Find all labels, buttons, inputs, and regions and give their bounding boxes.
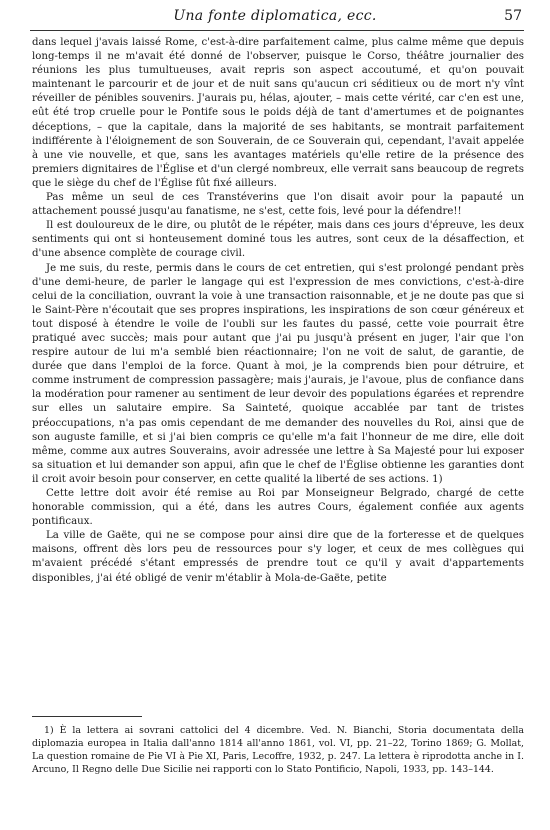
footnote-rule (32, 716, 142, 717)
running-title: Una fonte diplomatica, ecc. (173, 8, 377, 24)
page-header (0, 8, 550, 30)
paragraph-1: dans lequel j'avais laissé Rome, c'est-à-dire parfaitement calme, plus calme même que depuis long-temps il ne m'avait été donné de l'observer, puisque le Corso, théâtre journalier des réunions les plus tumultueuses, avait repris son aspect accoutumé, et qu'on pouvait maintenant le parcourir et de jour et de nuit sans qu'aucun cri séditieux ou de mort n'y vînt réveiller de pénibles souvenirs. J'aurais pu, hélas, ajouter, – mais cette vérité, car c'en est une, eût été trop cruelle pour le Pontife sous le poids déjà de tant d'amertumes et de poignantes déceptions, – que la capitale, dans la majorité de ses habitants, se montrait parfaitement indifférente à l'éloignement de son Souverain, de ce Souverain qui, cependant, l'avait appelée à une vie nouvelle, et que, sans les avantages matériels qu'elle retire de la présence des premiers dignitaires de l'Église et d'un clergé nombreux, elle verrait sans beaucoup de regrets que le siège du chef de l'Église fût fixé ailleurs. (32, 37, 524, 189)
page-number: 57 (504, 8, 522, 24)
footnote (32, 724, 524, 776)
paragraph-3: Il est douloureux de le dire, ou plutôt de le répéter, mais dans ces jours d'épreuve, les deux sentiments qui ont si honteusement dominé tous les autres, sont ceux de la désaffection, et d'une absence complète de courage civil. (32, 220, 524, 260)
paragraph-2: Pas même un seul de ces Transtéverins que l'on disait avoir pour la papauté un attachement poussé jusqu'au fanatisme, ne s'est, cette fois, levé pour la défendre!! (32, 192, 524, 218)
paragraph-4: Je me suis, du reste, permis dans le cours de cet entretien, qui s'est prolongé pendant près d'une demi-heure, de parler le langage qui est l'expression de mes convictions, c'est-à-dire celui de la conciliation, ouvrant la voie à une transaction raisonnable, et je ne doute pas que si le Saint-Père n'écoutait que ses propres inspirations, les inspirations de son cœur généreux et tout disposé à étendre le voile de l'oubli sur les fautes du passé, cette voie pourrait être pratiqué avec succès; mais pour autant que j'ai pu jusqu'à présent en juger, l'air que l'on respire autour de lui m'a semblé bien réactionnaire; l'on ne voit de salut, de garantie, de durée que dans l'emploi de la force. Quant à moi, je la comprends bien pour détruire, et comme instrument de compression passagère; mais j'aurais, je l'avoue, plus de confiance dans la modération pour ramener au sentiment de leur devoir des populations égarées et reprendre sur elles un salutaire empire. Sa Sainteté, quoique accablée par tant de tristes préoccupations, n'a pas omis cependant de me demander des nouvelles du Roi, ainsi que de son auguste famille, et si j'ai bien compris ce qu'elle m'a fait l'honneur de me dire, elle doit même, comme aux autres Souverains, avoir adressée une lettre à Sa Majesté pour lui exposer sa situation et lui demander son appui, afin que le chef de l'Église obtienne les garanties dont il croit avoir besoin pour conserver, en cette qualité la liberté de ses actions. 1) (32, 262, 524, 485)
body-text (32, 36, 524, 586)
footnote-text: 1) È la lettera ai sovrani cattolici del 4 dicembre. Ved. N. Bianchi, Storia documentata della diplomazia europea in Italia dall'anno 1814 all'anno 1861, vol. VI, pp. 21–22, Torino 1869; G. Mollat, La question romaine de Pie VI à Pie XI, Paris, Lecoffre, 1932, p. 247. La lettera è riprodotta anche in I. Arcuno, Il Regno delle Due Sicilie nei rapporti con lo Stato Pontificio, Napoli, 1933, pp. 143–144. (32, 725, 524, 775)
header-rule (30, 30, 524, 31)
paragraph-5: Cette lettre doit avoir été remise au Roi par Monseigneur Belgrado, chargé de cette honorable commission, qui a été, dans les autres Cours, également confiée aux agents pontificaux. (32, 488, 524, 528)
paragraph-6: La ville de Gaëte, qui ne se compose pour ainsi dire que de la forteresse et de quelques maisons, offrent dès lors peu de ressources pour s'y loger, et ceux de mes collègues qui m'avaient précédé s'étant empressés de prendre tout ce qu'il y avait d'appartements disponibles, j'ai été obligé de venir m'établir à Mola-de-Gaëte, petite (32, 530, 524, 584)
